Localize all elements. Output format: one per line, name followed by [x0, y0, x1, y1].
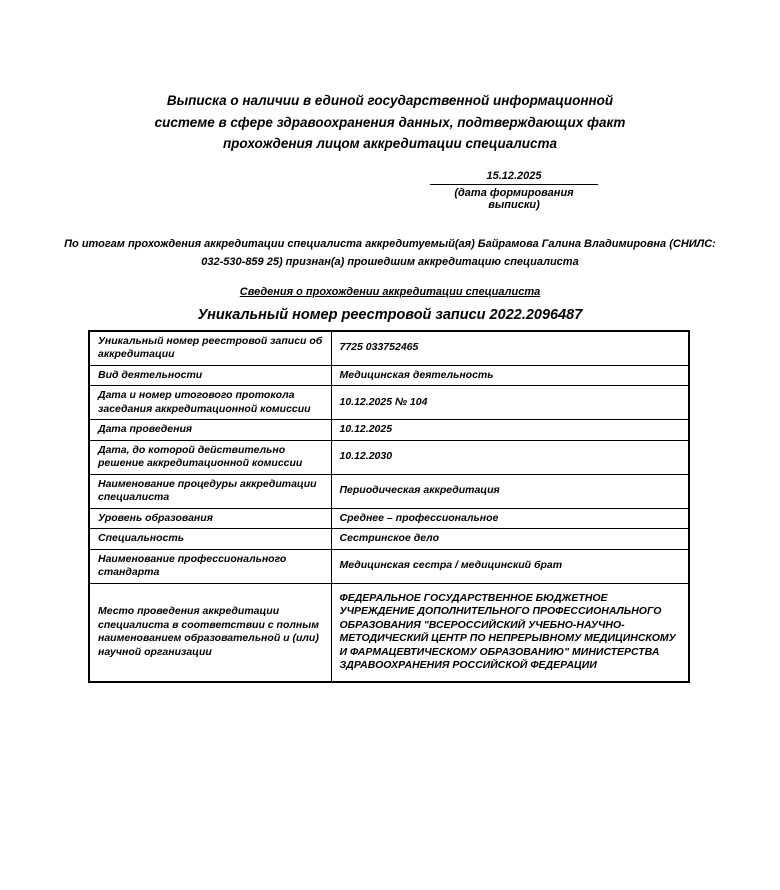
- table-row: [89, 386, 689, 420]
- intro-line-2: 032-530-859 25) признан(а) прошедшим аккредитацию специалиста: [201, 255, 579, 268]
- row-value: 10.12.2025: [331, 420, 689, 441]
- table-row: [89, 420, 689, 441]
- row-label: Дата, до которой действительно решение аккредитационной комиссии: [89, 440, 331, 474]
- issue-date-block: [430, 170, 598, 211]
- title-line-3: прохождения лицом аккредитации специалиста: [222, 136, 558, 151]
- table-row: [89, 331, 689, 366]
- row-label: Дата проведения: [89, 420, 331, 441]
- row-value: 7725 033752465: [331, 331, 689, 366]
- row-value: 10.12.2025 № 104: [331, 386, 689, 420]
- row-label: Место проведения аккредитации специалиста в соответствии с полным наименованием образовательной и (или) научной организации: [89, 583, 331, 682]
- intro-paragraph: [40, 235, 740, 271]
- table-row: [89, 549, 689, 583]
- section-heading: Сведения о прохождении аккредитации специалиста: [239, 285, 541, 298]
- row-value: Сестринское дело: [331, 529, 689, 550]
- registry-number-heading: Уникальный номер реестровой записи 2022.2096487: [197, 306, 583, 323]
- row-label: Уникальный номер реестровой записи об аккредитации: [89, 331, 331, 366]
- row-value: Медицинская деятельность: [331, 365, 689, 386]
- row-label: Вид деятельности: [89, 365, 331, 386]
- table-row: [89, 365, 689, 386]
- row-value: ФЕДЕРАЛЬНОЕ ГОСУДАРСТВЕННОЕ БЮДЖЕТНОЕ УЧРЕЖДЕНИЕ ДОПОЛНИТЕЛЬНОГО ПРОФЕССИОНАЛЬНОГО ОБРАЗОВАНИЯ "ВСЕРОССИЙСКИЙ УЧЕБНО-НАУЧНО-МЕТОДИЧЕСКИЙ ЦЕНТР ПО НЕПРЕРЫВНОМУ МЕДИЦИНСКОМУ И ФАРМАЦЕВТИЧЕСКОМУ ОБРАЗОВАНИЮ" МИНИСТЕРСТВА ЗДРАВООХРАНЕНИЯ РОССИЙСКОЙ ФЕДЕРАЦИИ: [331, 583, 689, 682]
- title-line-1: Выписка о наличии в единой государственной информационной: [166, 93, 614, 108]
- row-label: Уровень образования: [89, 508, 331, 529]
- issue-date-caption: (дата формирования выписки): [454, 186, 574, 211]
- row-value: Медицинская сестра / медицинский брат: [331, 549, 689, 583]
- table-row: [89, 440, 689, 474]
- table-row: [89, 529, 689, 550]
- table-row: [89, 583, 689, 682]
- title-line-2: системе в сфере здравоохранения данных, подтверждающих факт: [154, 114, 626, 130]
- row-value: Периодическая аккредитация: [331, 474, 689, 508]
- accreditation-table: [88, 330, 690, 683]
- row-label: Наименование процедуры аккредитации специалиста: [89, 474, 331, 508]
- table-row: [89, 474, 689, 508]
- row-value: 10.12.2030: [331, 440, 689, 474]
- intro-line-1: По итогам прохождения аккредитации специалиста аккредитуемый(ая) Байрамова Галина Владимировна (СНИЛС:: [64, 237, 716, 250]
- table-row: [89, 508, 689, 529]
- row-label: Дата и номер итогового протокола заседания аккредитационной комиссии: [89, 386, 331, 420]
- issue-date: 15.12.2025: [430, 170, 598, 185]
- row-label: Наименование профессионального стандарта: [89, 549, 331, 583]
- row-label: Специальность: [89, 529, 331, 550]
- document-title: [0, 0, 780, 155]
- row-value: Среднее – профессиональное: [331, 508, 689, 529]
